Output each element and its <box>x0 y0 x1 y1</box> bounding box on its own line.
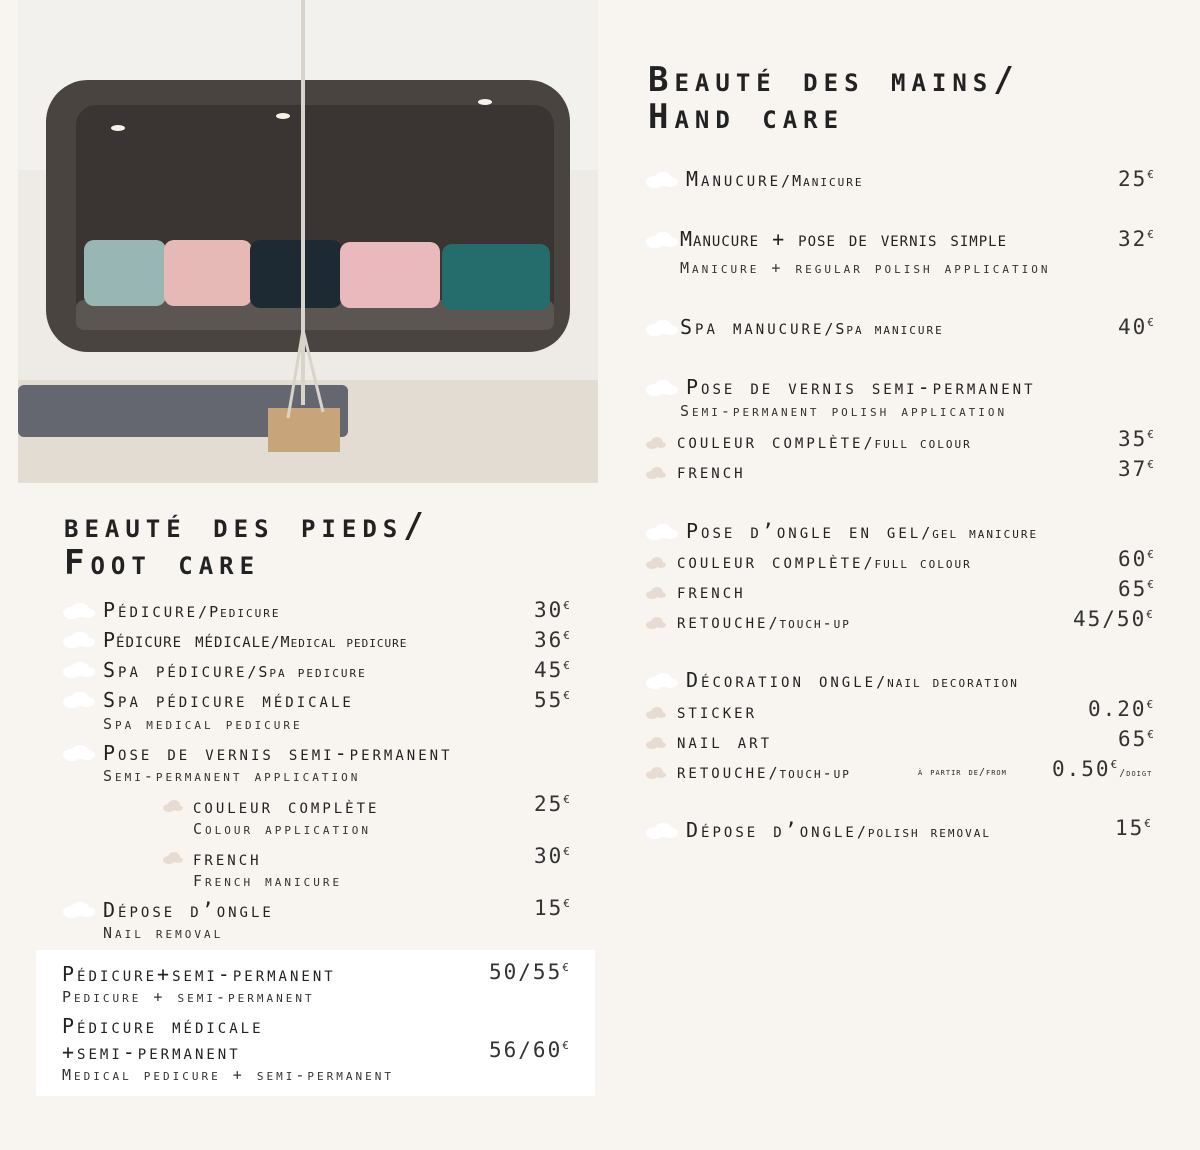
combo-pedicure-semi: Pédicure+semi-permanent <box>62 962 336 986</box>
foot-item-spa-medical-pedicure: Spa pédicure médicale <box>103 688 354 712</box>
hand-item-polish-removal: Dépose d’ongle/polish removal <box>686 818 991 842</box>
price: 50/55€ <box>489 960 571 984</box>
price: 25€ <box>534 792 572 816</box>
cloud-bullet-icon <box>645 320 679 336</box>
price: 55€ <box>534 688 572 712</box>
cloud-bullet-icon <box>62 692 96 708</box>
lounge-photo <box>18 0 598 483</box>
foot-item-french: french <box>193 846 262 870</box>
hand-item-gel-full-colour: couleur complète/full colour <box>677 549 972 573</box>
price: 45€ <box>534 658 572 682</box>
small-cloud-bullet-icon <box>645 617 667 629</box>
price: 32€ <box>1118 227 1156 251</box>
hand-item-manicure-polish: Manucure + pose de vernis simple <box>680 227 1008 251</box>
price: 25€ <box>1118 167 1156 191</box>
item-translation: Pedicure + semi-permanent <box>62 988 315 1006</box>
small-cloud-bullet-icon <box>645 467 667 479</box>
price: 65€ <box>1118 727 1156 751</box>
hand-item-full-colour: couleur complète/full colour <box>677 429 972 453</box>
item-translation: Colour application <box>193 820 372 838</box>
price: 30€ <box>534 598 572 622</box>
price: 15€ <box>1115 816 1153 840</box>
price: 37€ <box>1118 457 1156 481</box>
hand-item-gel-french: french <box>677 579 746 603</box>
price: 45/50€ <box>1073 607 1155 631</box>
cloud-bullet-icon <box>62 603 96 619</box>
hand-item-decoration-touch-up: retouche/touch-up <box>677 759 851 783</box>
item-translation: Manicure + regular polish application <box>680 259 1051 277</box>
item-translation: Medical pedicure + semi-permanent <box>62 1066 394 1084</box>
cloud-bullet-icon <box>62 632 96 648</box>
hand-item-manicure: Manucure/Manicure <box>686 167 864 191</box>
cloud-bullet-icon <box>645 673 679 689</box>
item-translation: Nail removal <box>103 924 224 942</box>
small-cloud-bullet-icon <box>645 557 667 569</box>
cloud-bullet-icon <box>645 524 679 540</box>
price: 65€ <box>1118 577 1156 601</box>
hand-item-sticker: sticker <box>677 699 758 723</box>
small-cloud-bullet-icon <box>645 737 667 749</box>
cloud-bullet-icon <box>645 232 679 248</box>
price: 0.50€/doigt <box>1052 757 1153 781</box>
foot-item-semi-permanent: Pose de vernis semi-permanent <box>103 741 453 765</box>
price: 15€ <box>534 896 572 920</box>
hand-item-nail-art: nail art <box>677 729 773 753</box>
item-translation: Semi-permanent polish application <box>680 402 1008 420</box>
small-cloud-bullet-icon <box>645 767 667 779</box>
price: 35€ <box>1118 427 1156 451</box>
foot-item-nail-removal: Dépose d’ongle <box>103 898 274 922</box>
price: 0.20€ <box>1088 697 1156 721</box>
price: 56/60€ <box>489 1038 571 1062</box>
hand-care-title: Beauté des mains/ Hand care <box>648 60 1020 138</box>
hand-item-french: french <box>677 459 746 483</box>
small-cloud-bullet-icon <box>162 800 184 812</box>
hand-item-decoration: Décoration ongle/nail decoration <box>686 668 1019 692</box>
item-translation: French manicure <box>193 872 343 890</box>
small-cloud-bullet-icon <box>645 707 667 719</box>
small-cloud-bullet-icon <box>645 587 667 599</box>
combo-medical-pedicure-semi-line2: +semi-permanent <box>62 1040 241 1064</box>
foot-item-pedicure: Pédicure/Pedicure <box>103 598 281 622</box>
small-cloud-bullet-icon <box>645 437 667 449</box>
cloud-bullet-icon <box>645 823 679 839</box>
cloud-bullet-icon <box>645 380 679 396</box>
hand-item-gel: Pose d’ongle en gel/gel manicure <box>686 519 1039 543</box>
foot-care-title: beauté des pieds/ Foot care <box>64 506 430 584</box>
foot-item-medical-pedicure: Pédicure médicale/Medical pedicure <box>103 628 408 652</box>
hand-item-gel-touch-up: retouche/touch-up <box>677 609 851 633</box>
price: 60€ <box>1118 547 1156 571</box>
cloud-bullet-icon <box>62 902 96 918</box>
item-translation: Semi-permanent application <box>103 767 361 785</box>
price: 30€ <box>534 844 572 868</box>
foot-item-full-colour: couleur complète <box>193 794 380 818</box>
cloud-bullet-icon <box>62 662 96 678</box>
cloud-bullet-icon <box>62 745 96 761</box>
item-translation: Spa medical pedicure <box>103 715 303 733</box>
hand-item-semi-permanent: Pose de vernis semi-permanent <box>686 375 1036 399</box>
combo-medical-pedicure-semi: Pédicure médicale <box>62 1014 264 1038</box>
hand-item-spa-manicure: Spa manucure/Spa manicure <box>680 315 944 339</box>
cloud-bullet-icon <box>645 172 679 188</box>
small-cloud-bullet-icon <box>162 852 184 864</box>
price-note: à partir de/from <box>918 767 1007 778</box>
price: 40€ <box>1118 315 1156 339</box>
foot-item-spa-pedicure: Spa pédicure/Spa pedicure <box>103 658 367 682</box>
price: 36€ <box>534 628 572 652</box>
